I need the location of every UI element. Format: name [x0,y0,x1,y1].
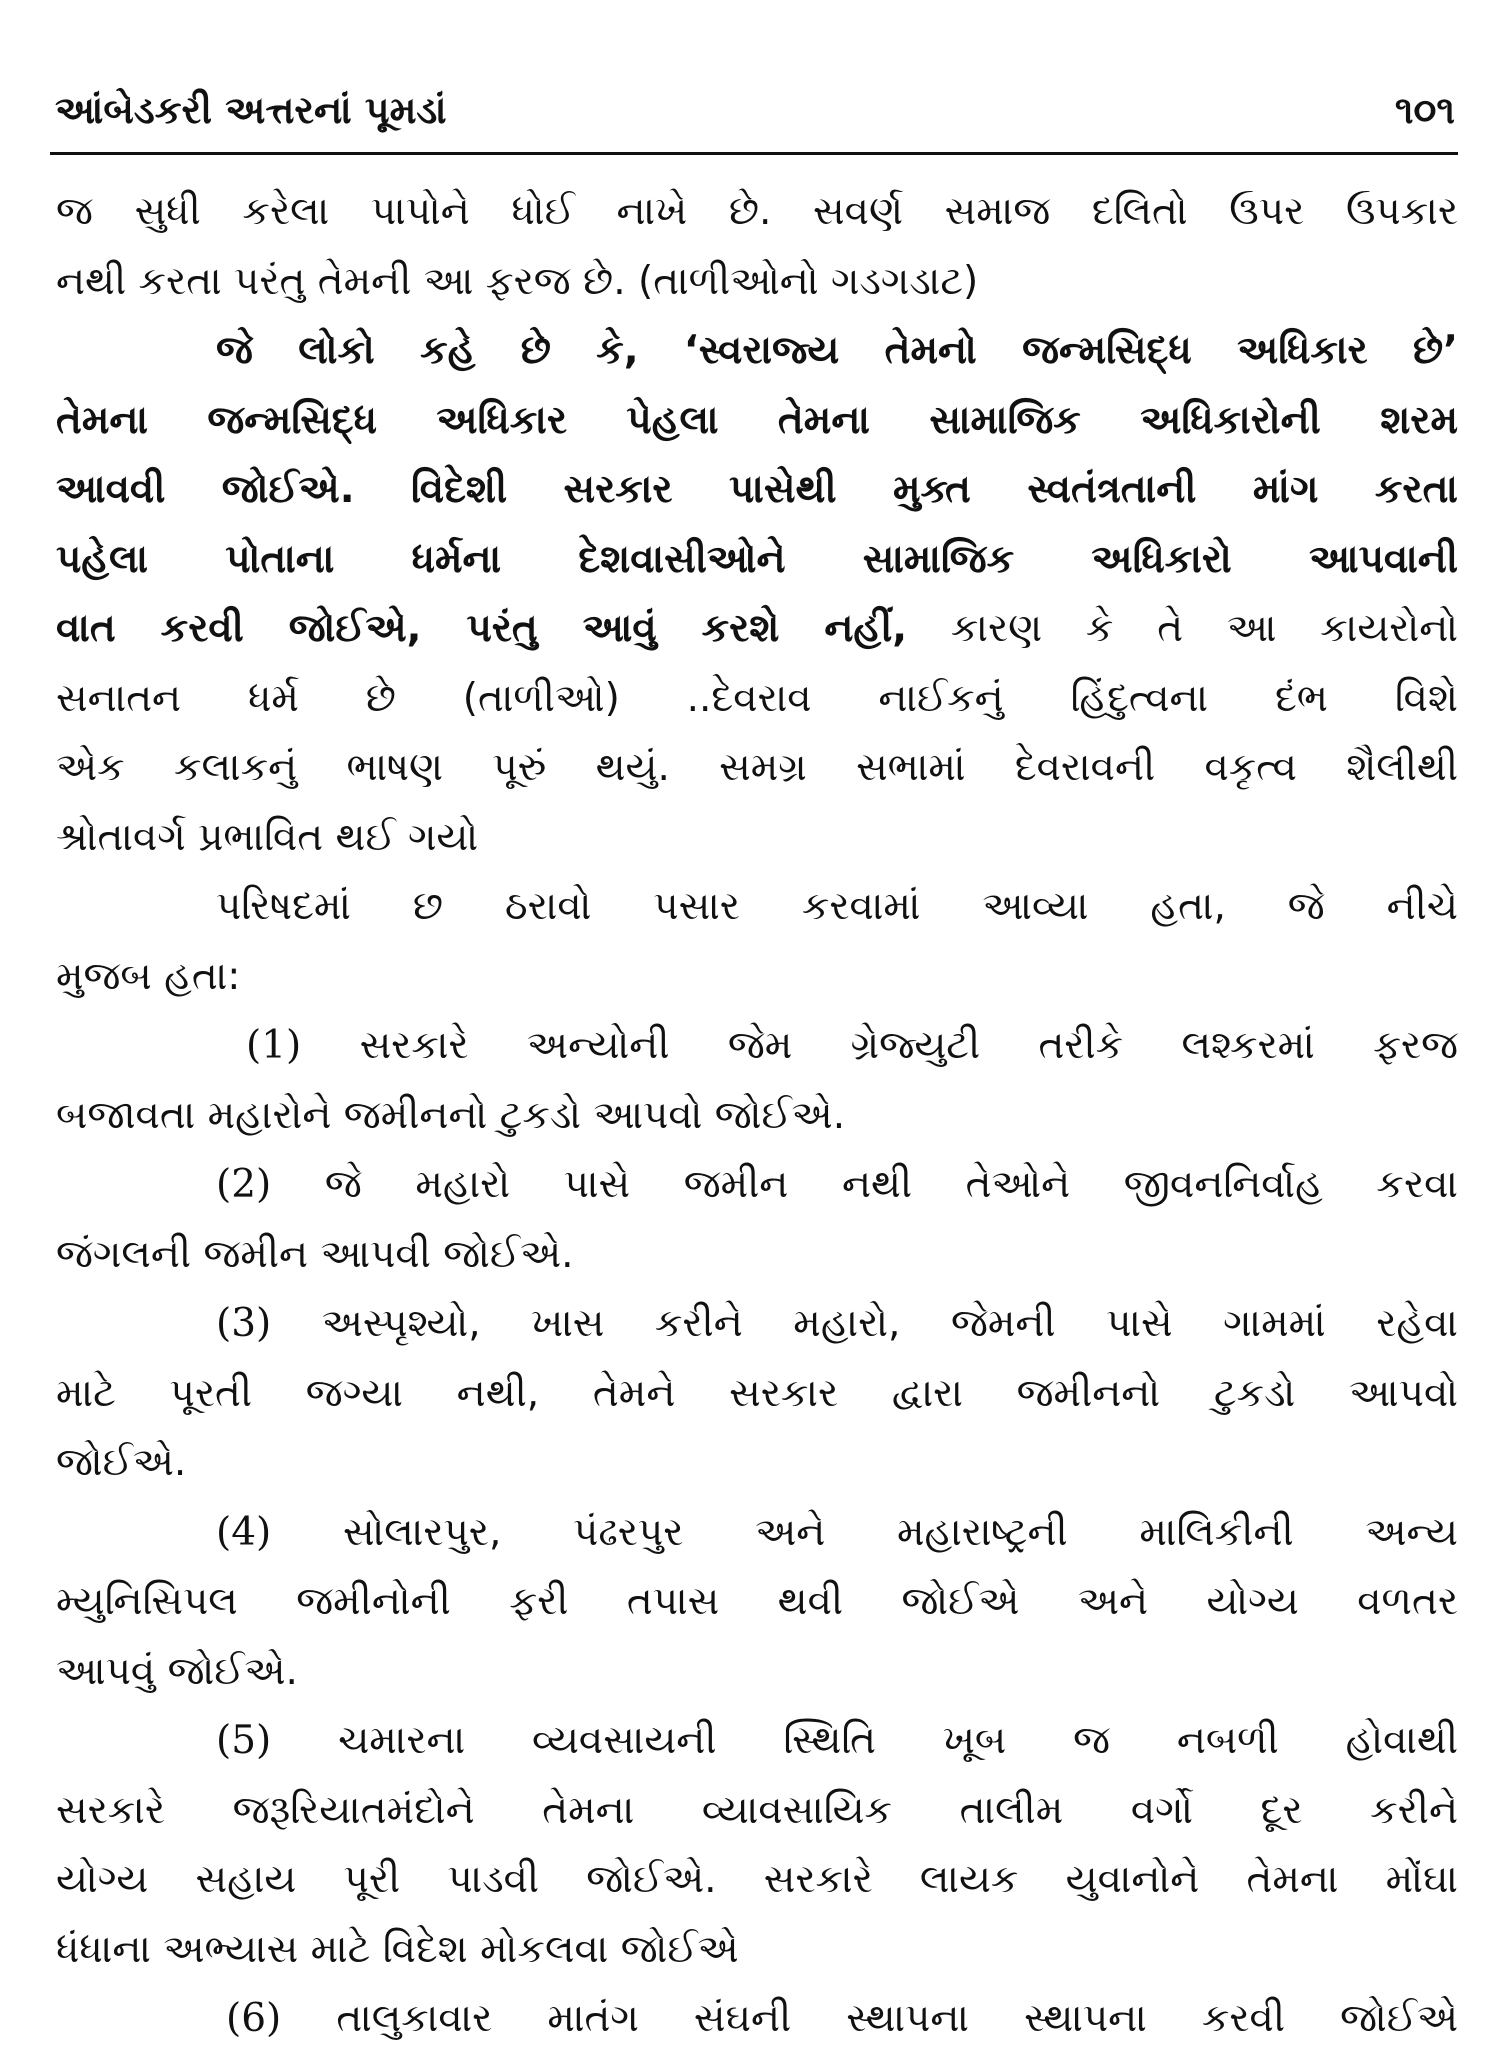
resolution-text: સોલારપુર, પંઢરપુર અને મહારાષ્ટ્રની માલિકીની અન્ય [271,1509,1458,1555]
text-line: જ સુધી કરેલા પાપોને ધોઈ નાખે છે. સવર્ણ સમાજ દલિતો ઉપર ઉપકાર [56,189,1458,234]
resolution-text: જે મહારો પાસે જમીન નથી તેઓને જીવનનિર્વાહ કરવા [271,1162,1458,1207]
resolution-1-continuation: બજાવતા મહારોને જમીનનો ટુકડો આપવો જોઈએ. [56,1092,846,1138]
resolution-text: સરકારે અન્યોની જેમ ગ્રેજ્યુટી તરીકે લશ્કરમાં ફરજ [301,1023,1458,1068]
body-text [56,182,1458,2059]
regular-phrase: કારણ કે તે આ કાયરોનો [907,606,1458,651]
text-line: એક કલાકનું ભાષણ પૂરું થયું. સમગ્ર સભામાં દેવરાવની વકૃત્વ શૈલીથી [56,745,1458,790]
running-title: આંબેડકરી અત્તરનાં પૂમડાં [55,88,447,132]
resolution-5-line [56,1711,1458,1781]
resolution-3-continuation: માટે પૂરતી જગ્યા નથી, તેમને સરકાર દ્વારા જમીનનો ટુકડો આપવો [56,1370,1458,1416]
resolution-5-continuation: સરકારે જરૂરિયાતમંદોને તેમના વ્યાવસાયિક તાલીમ વર્ગો દૂર કરીને [56,1787,1458,1833]
resolution-5-continuation: યોગ્ય સહાય પૂરી પાડવી જોઈએ. સરકારે લાયક યુવાનોને તેમના મોંઘા [56,1857,1458,1902]
resolution-4-continuation: મ્યુનિસિપલ જમીનોની ફરી તપાસ થવી જોઈએ અને યોગ્ય વળતર [56,1579,1458,1624]
text-line: શ્રોતાવર્ગ પ્રભાવિત થઈ ગયો [56,814,479,860]
page-number: ૧૦૧ [1394,88,1455,132]
resolution-text: ચમારના વ્યવસાયની સ્થિતિ ખૂબ જ નબળી હોવાથી [271,1718,1458,1763]
resolution-6-line [56,1989,1458,2059]
bold-paragraph-line: તેમના જન્મસિદ્ધ અધિકાર પેહલા તેમના સામાજિક અધિકારોની શરમ [56,397,1458,443]
resolution-number: (5) [216,1718,272,1763]
resolution-2-line [56,1155,1458,1225]
bold-paragraph-line: જે લોકો કહે છે કે, ‘સ્વરાજ્ય તેમનો જન્મસિદ્ધ અધિકાર છે’ [216,328,1458,373]
resolution-number: (6) [226,1996,282,2041]
resolution-number: (2) [216,1162,272,1207]
resolution-intro-line: પરિષદમાં છ ઠરાવો પસાર કરવામાં આવ્યા હતા, જે નીચે [216,884,1458,929]
text-line: સનાતન ધર્મ છે (તાળીઓ) ..દેવરાવ નાઈકનું હિંદુત્વના દંભ વિશે [56,675,1458,721]
bold-paragraph-line: પહેલા પોતાના ધર્મના દેશવાસીઓને સામાજિક અધિકારો આપવાની [56,536,1458,582]
resolution-3-continuation: જોઈએ. [56,1440,187,1485]
resolution-4-continuation: આપવું જોઈએ. [56,1648,298,1694]
resolution-text: તાલુકાવાર માતંગ સંઘની સ્થાપના સ્થાપના કરવી જોઈએ [281,1996,1458,2041]
resolution-3-line [56,1294,1458,1364]
resolution-4-line [56,1503,1458,1573]
resolution-number: (4) [216,1509,272,1555]
resolution-2-continuation: જંગલની જમીન આપવી જોઈએ. [56,1231,574,1277]
resolution-text: અસ્પૃશ્યો, ખાસ કરીને મહારો, જેમની પાસે ગામમાં રહેવા [271,1301,1458,1346]
text-line: નથી કરતા પરંતુ તેમની આ ફરજ છે. (તાળીઓનો ગડગડાટ) [56,258,979,304]
bold-phrase: વાત કરવી જોઈએ, પરંતુ આવું કરશે નહીં, [56,606,908,651]
resolution-number: (1) [246,1023,302,1068]
page-header [55,88,1455,150]
bold-paragraph-line: આવવી જોઈએ. વિદેશી સરકાર પાસેથી મુક્ત સ્વતંત્રતાની માંગ કરતા [56,467,1458,512]
mixed-paragraph-line [56,599,1458,669]
resolution-intro-line: મુજબ હતા: [56,953,241,999]
resolution-5-continuation: ધંધાના અભ્યાસ માટે વિદેશ મોકલવા જોઈએ [56,1926,739,1972]
header-divider [50,152,1458,155]
resolution-1-line [56,1016,1458,1086]
resolution-number: (3) [216,1301,272,1346]
